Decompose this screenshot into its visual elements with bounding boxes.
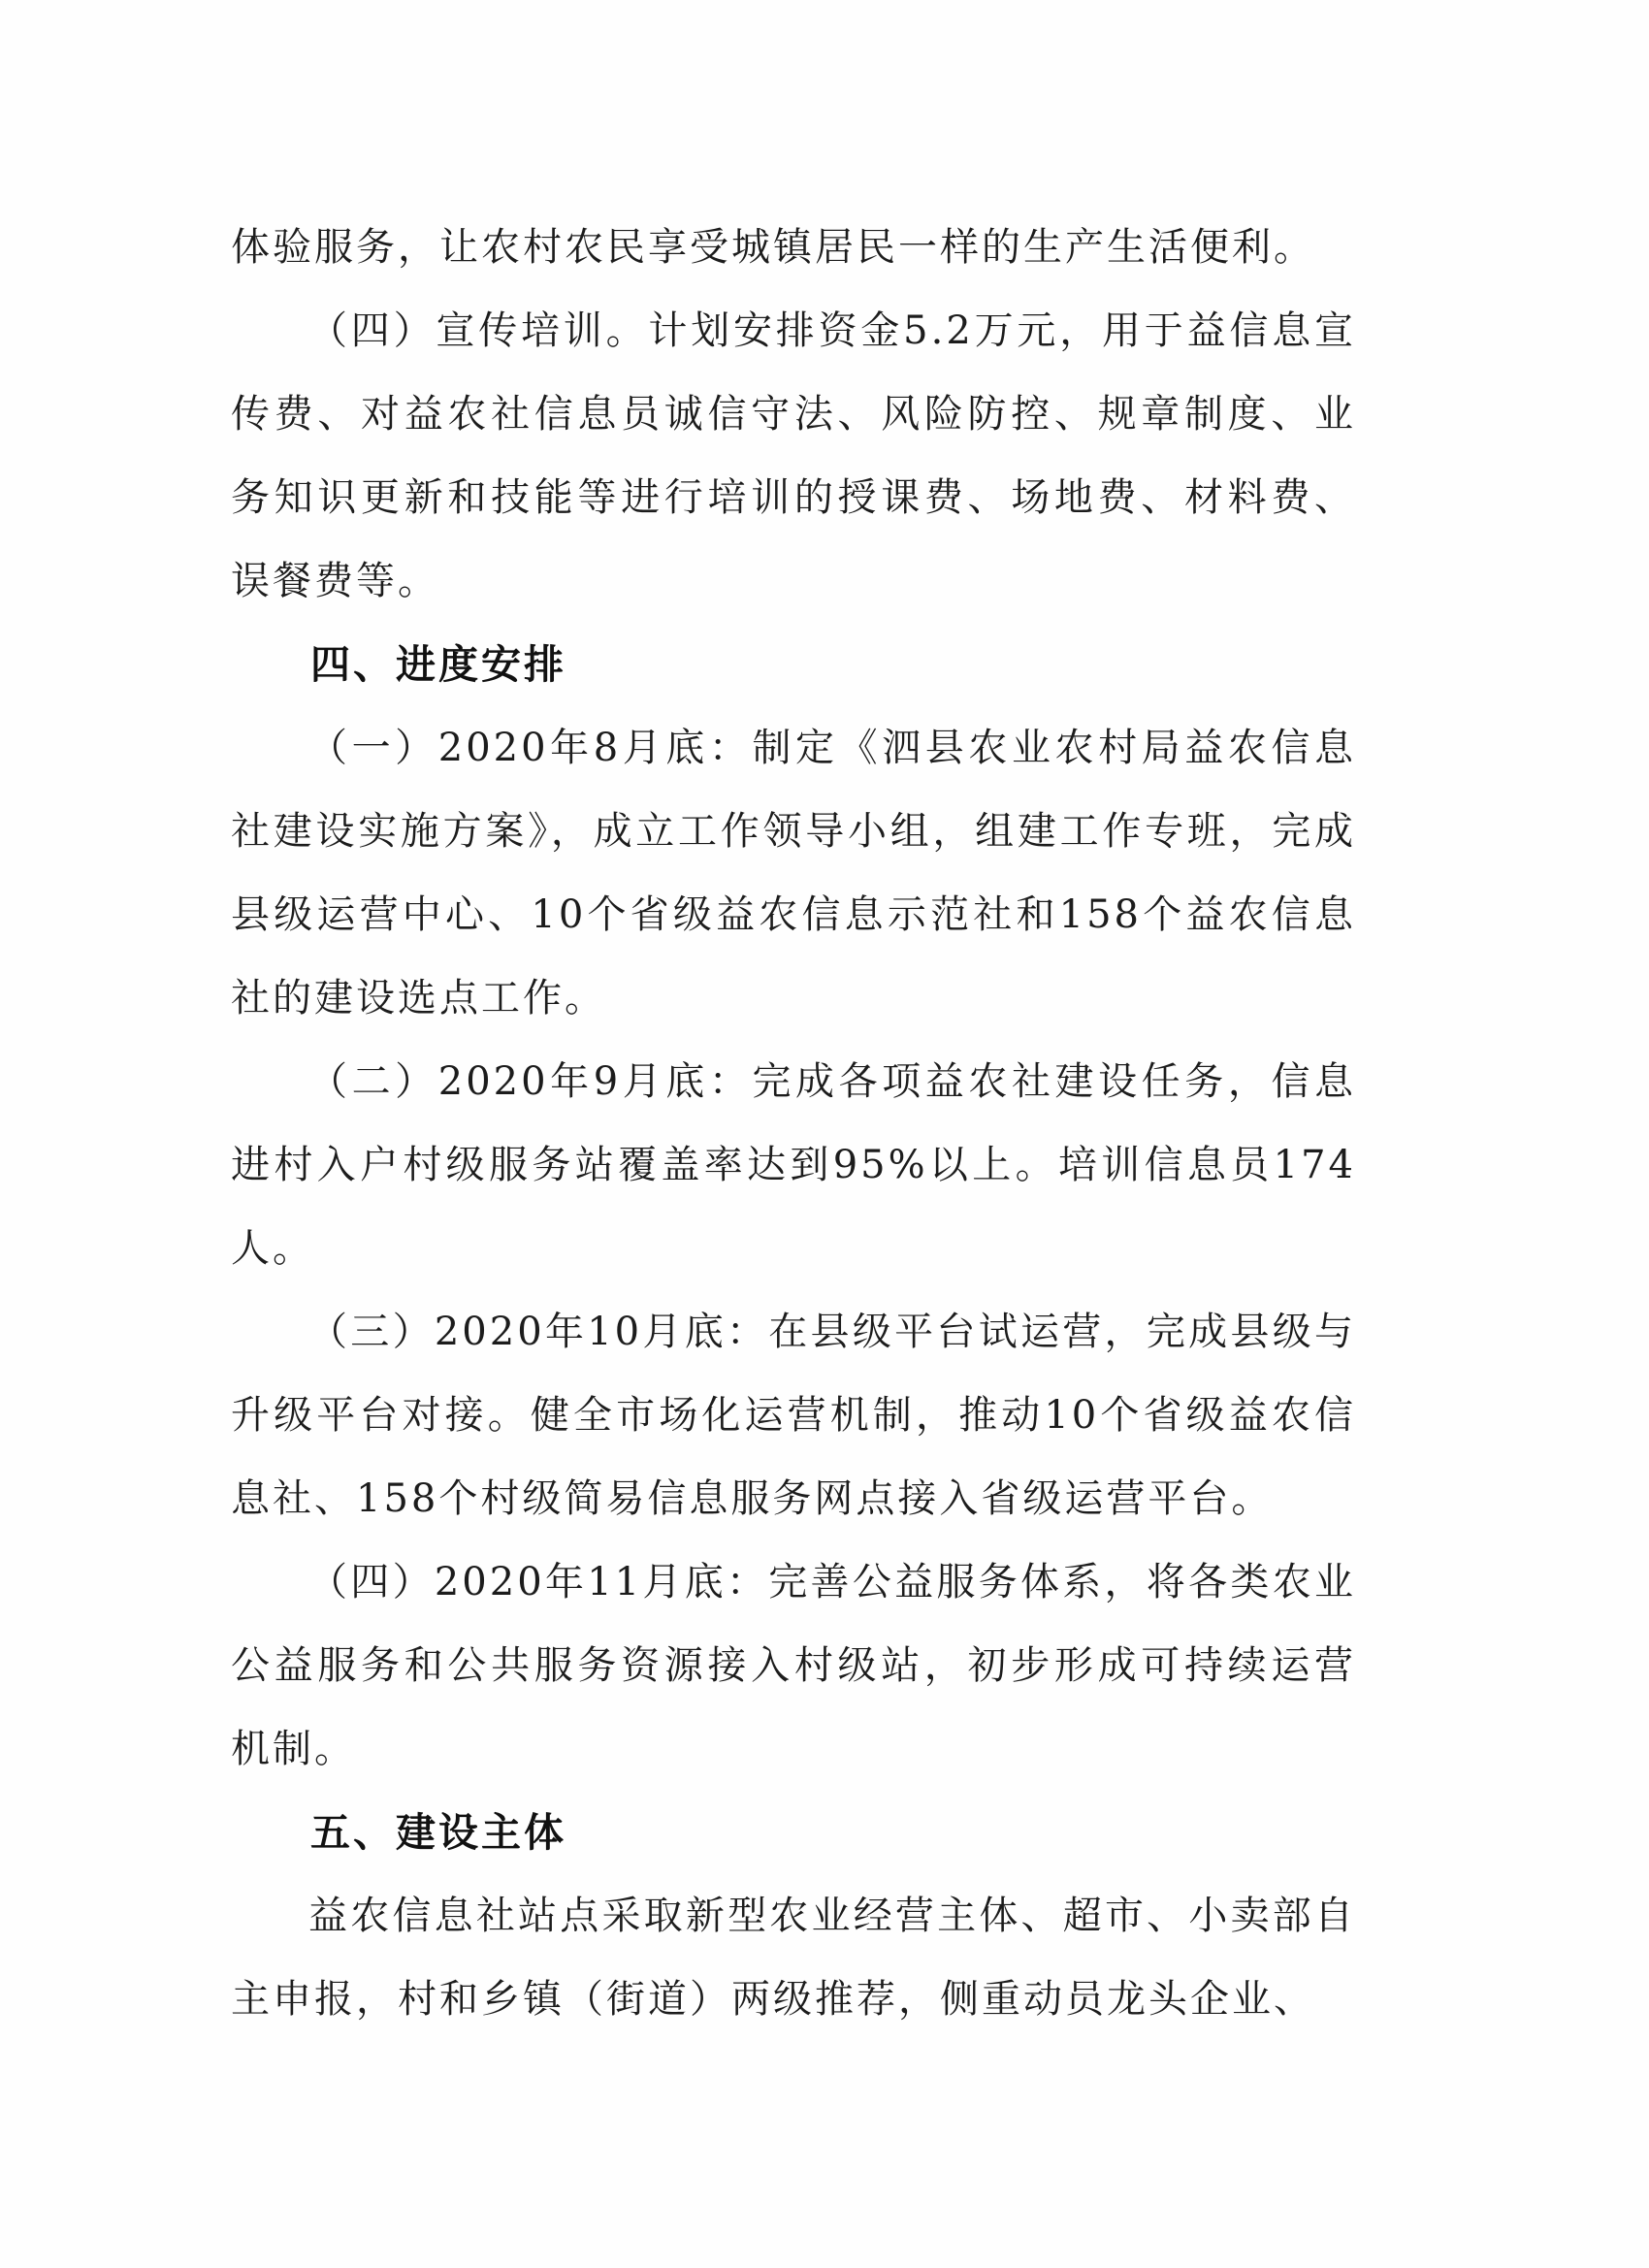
- paragraph-schedule-november: （四）2020年11月底：完善公益服务体系，将各类农业公益服务和公共服务资源接入村级站，初步形成可持续运营机制。: [231, 1560, 1356, 1771]
- paragraph-schedule-september: （二）2020年9月底：完成各项益农社建设任务，信息进村入户村级服务站覆盖率达到95%以上。培训信息员174人。: [231, 1059, 1356, 1271]
- paragraph-schedule-october: （三）2020年10月底：在县级平台试运营，完成县级与升级平台对接。健全市场化运营机制，推动10个省级益农信息社、158个村级简易信息服务网点接入省级运营平台。: [231, 1310, 1356, 1521]
- paragraph-construction-subject: 益农信息社站点采取新型农业经营主体、超市、小卖部自主申报，村和乡镇（街道）两级推荐，侧重动员龙头企业、: [231, 1894, 1356, 2022]
- paragraph-publicity-training: （四）宣传培训。计划安排资金5.2万元，用于益信息宣传费、对益农社信息员诚信守法、风险防控、规章制度、业务知识更新和技能等进行培训的授课费、场地费、材料费、误餐费等。: [231, 308, 1356, 603]
- paragraph-schedule-august: （一）2020年8月底：制定《泗县农业农村局益农信息社建设实施方案》，成立工作领导小组，组建工作专班，完成县级运营中心、10个省级益农信息示范社和158个益农信息社的建设选点工作。: [231, 726, 1356, 1021]
- section-heading-construction-subject: 五、建设主体: [310, 1809, 566, 1856]
- document-body: [231, 206, 1356, 2041]
- section-heading-schedule: 四、进度安排: [310, 641, 566, 688]
- paragraph-continuation: 体验服务，让农村农民享受城镇居民一样的生产生活便利。: [231, 225, 1315, 270]
